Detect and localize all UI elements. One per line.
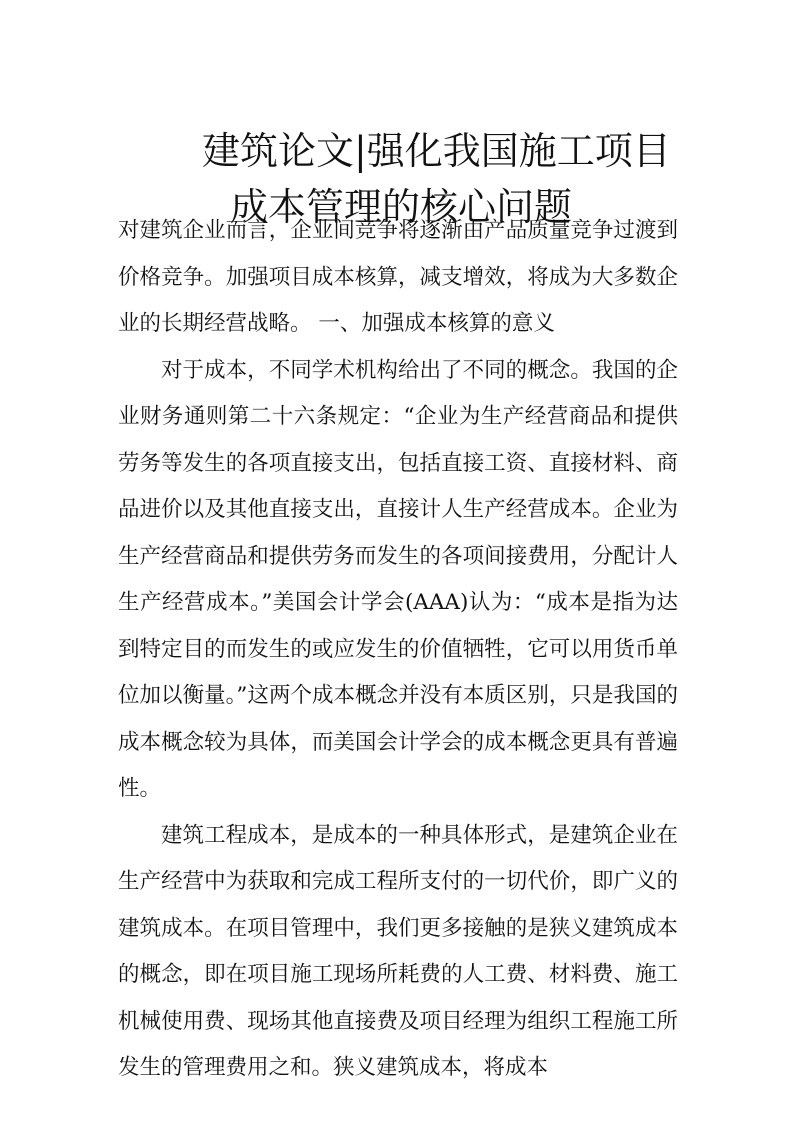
title-line-2: 成本管理的核心问题: [230, 185, 573, 230]
title-line-1: 建筑论文|强化我国施工项目: [202, 129, 671, 174]
document-body: [118, 208, 678, 1092]
paragraph-construction-cost: 建筑工程成本，是成本的一种具体形式，是建筑企业在生产经营中为获取和完成工程所支付的一切代价，即广义的建筑成本。在项目管理中，我们更多接触的是狭义建筑成本的概念，即在项目施工现场所耗费的人工费、材料费、施工机械使用费、现场其他直接费及项目经理为组织工程施工所发生的管理费用之和。狭义建筑成本，将成本: [118, 822, 678, 1080]
paragraph-intro: 对建筑企业而言，企业间竞争将逐渐由产品质量竞争过渡到价格竞争。加强项目成本核算，减支增效，将成为大多数企业的长期经营战略。 一、加强成本核算的意义: [118, 218, 678, 336]
paragraph-cost-definitions: 对于成本，不同学术机构给出了不同的概念。我国的企业财务通则第二十六条规定：“企业为生产经营商品和提供劳务等发生的各项直接支出，包括直接工资、直接材料、商品进价以及其他直接支出，直接计人生产经营成本。企业为生产经营商品和提供劳务而发生的各项间接费用，分配计人生产经营成本。”美国会计学会(AAA)认为：“成本是指为达到特定目的而发生的或应发生的价值牺牲，它可以用货币单位加以衡量。”这两个成本概念并没有本质区别，只是我国的成本概念较为具体，而美国会计学会的成本概念更具有普遍性。: [118, 357, 678, 801]
